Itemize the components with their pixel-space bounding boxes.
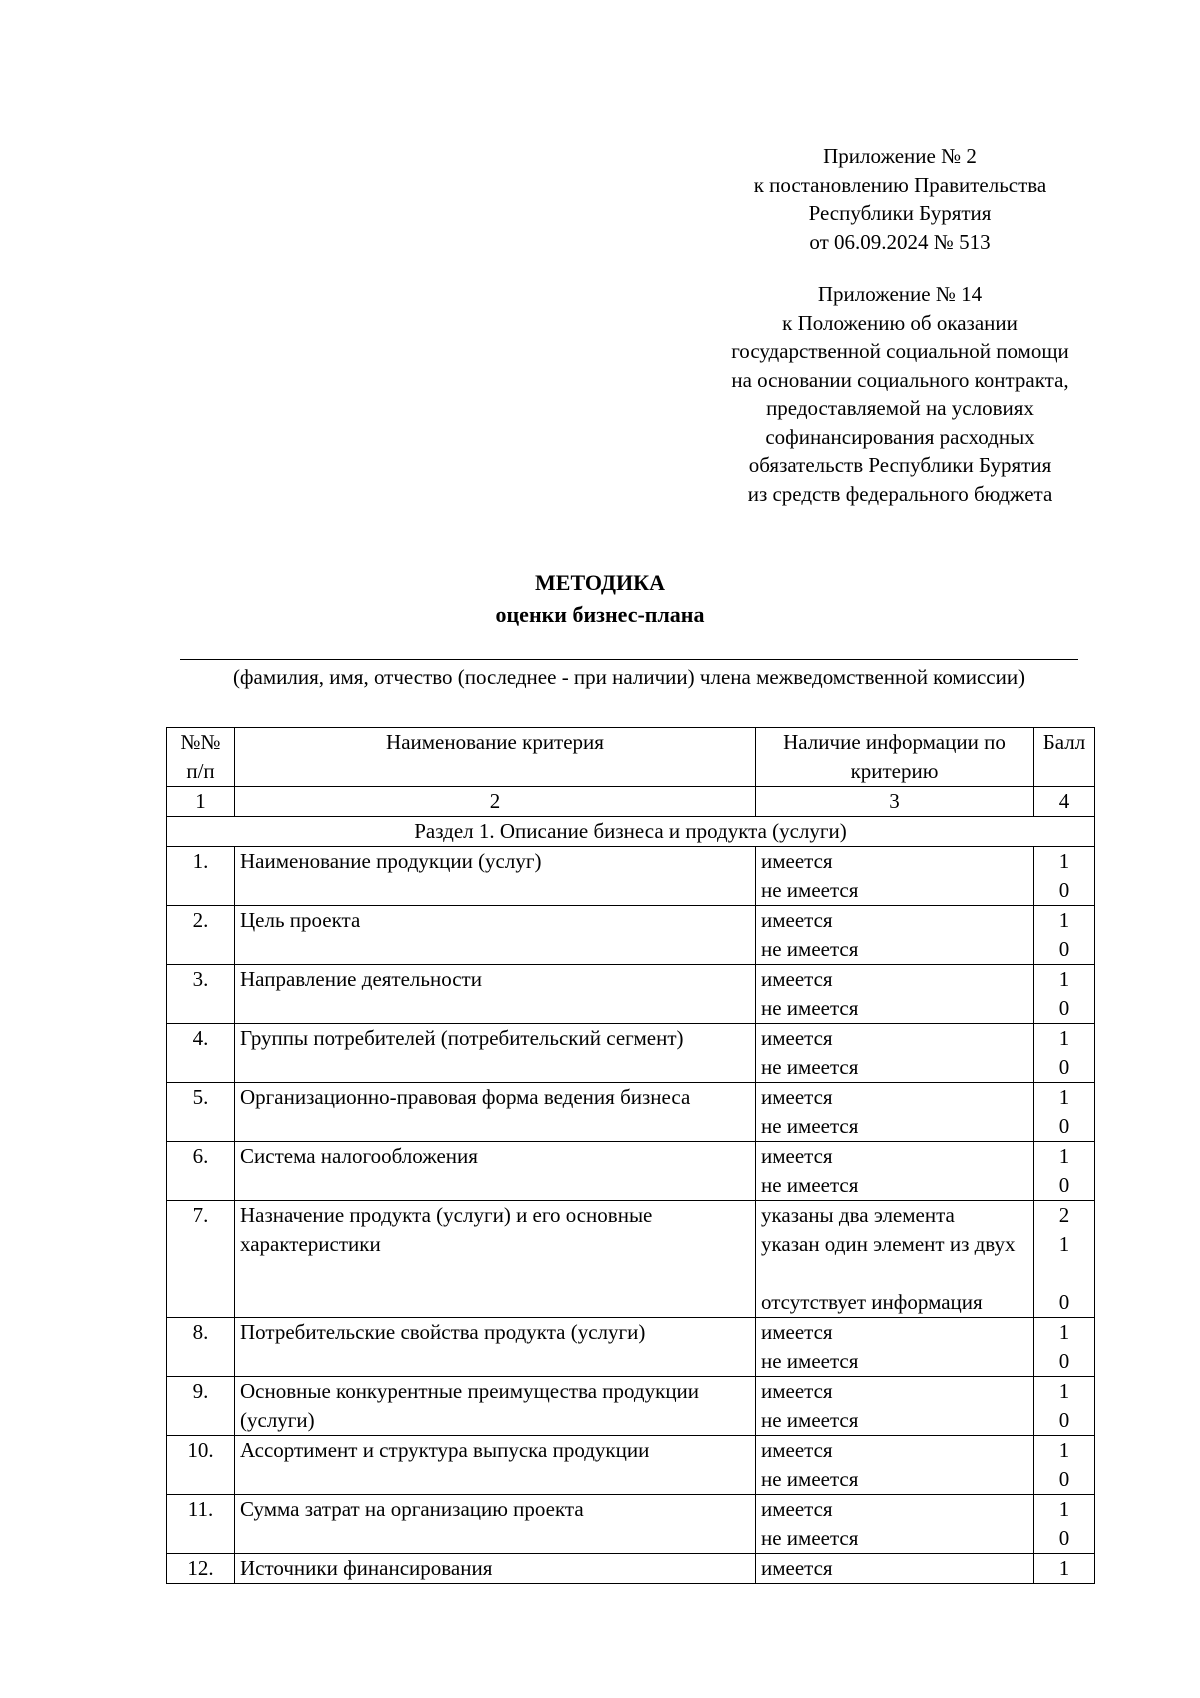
criterion-info [756, 1024, 1034, 1083]
score-value: 0 [1058, 1290, 1070, 1314]
criterion-info [756, 1318, 1034, 1377]
info-option: не имеется [761, 996, 859, 1020]
criterion-name: Сумма затрат на организацию проекта [235, 1495, 756, 1554]
score-value: 0 [1058, 1055, 1070, 1079]
criterion-number: 1. [167, 847, 235, 906]
info-option: имеется [761, 1497, 833, 1521]
score-value: 1 [1058, 1085, 1070, 1109]
criterion-info [756, 1554, 1034, 1584]
criterion-name: Группы потребителей (потребительский сегмент) [235, 1024, 756, 1083]
criterion-scores [1034, 1024, 1095, 1083]
criteria-table [166, 727, 1095, 1584]
annex-line: Республики Бурятия [808, 201, 992, 225]
score-value: 1 [1058, 1438, 1070, 1462]
score-value: 1 [1058, 1556, 1070, 1580]
column-number: 1 [167, 787, 235, 817]
annex-line: из средств федерального бюджета [747, 481, 1053, 506]
criterion-number: 9. [167, 1377, 235, 1436]
document-title: МЕТОДИКА [535, 570, 665, 595]
info-option: указаны два элемента [761, 1203, 955, 1227]
info-option: имеется [761, 849, 833, 873]
info-option: имеется [761, 1438, 833, 1462]
info-option: имеется [761, 1144, 833, 1168]
criterion-info [756, 847, 1034, 906]
criterion-number: 6. [167, 1142, 235, 1201]
info-option: не имеется [761, 1526, 859, 1550]
table-row [167, 1436, 1095, 1495]
criterion-number: 5. [167, 1083, 235, 1142]
criterion-scores [1034, 1318, 1095, 1377]
criterion-number: 4. [167, 1024, 235, 1083]
score-value: 0 [1058, 878, 1070, 902]
header-info: Наличие информации по критерию [756, 728, 1034, 787]
score-value: 1 [1058, 967, 1070, 991]
criterion-info [756, 1201, 1034, 1318]
score-value: 1 [1058, 908, 1070, 932]
fio-caption: (фамилия, имя, отчество (последнее - при наличии) члена межведомственной комиссии) [232, 665, 1026, 689]
info-option: имеется [761, 1556, 833, 1580]
info-option: не имеется [761, 1173, 859, 1197]
criterion-name: Наименование продукции (услуг) [235, 847, 756, 906]
info-option: имеется [761, 1085, 833, 1109]
annex-line: государственной социальной помощи [731, 339, 1069, 363]
table-row [167, 1377, 1095, 1436]
fio-underline [180, 659, 1078, 660]
info-option: не имеется [761, 937, 859, 961]
criterion-name: Назначение продукта (услуги) и его основные характеристики [235, 1201, 756, 1318]
criterion-name: Направление деятельности [235, 965, 756, 1024]
criterion-scores [1034, 1436, 1095, 1495]
criterion-scores [1034, 965, 1095, 1024]
annex-line: софинансирования расходных [765, 424, 1035, 449]
info-option: имеется [761, 908, 833, 932]
criterion-scores [1034, 1495, 1095, 1554]
criterion-name: Цель проекта [235, 906, 756, 965]
score-value: 1 [1058, 1379, 1070, 1403]
info-option: не имеется [761, 1349, 859, 1373]
header-score: Балл [1034, 728, 1095, 787]
score-value: 0 [1058, 1467, 1070, 1491]
info-option: не имеется [761, 878, 859, 902]
criterion-info [756, 1142, 1034, 1201]
column-number: 3 [756, 787, 1034, 817]
info-option: отсутствует информация [761, 1290, 983, 1314]
annex-line: обязательств Республики Бурятия [748, 453, 1052, 477]
score-value: 0 [1058, 1408, 1070, 1432]
info-option: имеется [761, 1379, 833, 1403]
criterion-info [756, 965, 1034, 1024]
column-number: 4 [1034, 787, 1095, 817]
column-number-row [167, 787, 1095, 817]
criterion-scores [1034, 906, 1095, 965]
section-row [167, 817, 1095, 847]
table-row [167, 1554, 1095, 1584]
annex-line: от 06.09.2024 № 513 [809, 229, 991, 254]
criterion-name: Система налогообложения [235, 1142, 756, 1201]
annex-line: Приложение № 14 [817, 282, 983, 306]
criterion-number: 3. [167, 965, 235, 1024]
criterion-number: 11. [167, 1495, 235, 1554]
annex-header-1 [690, 142, 1110, 256]
info-option: имеется [761, 967, 833, 991]
info-option: не имеется [761, 1055, 859, 1079]
annex-line: Приложение № 2 [823, 144, 977, 168]
criterion-scores [1034, 1377, 1095, 1436]
criterion-info [756, 1377, 1034, 1436]
score-value: 1 [1058, 1144, 1070, 1168]
table-row [167, 906, 1095, 965]
annex-line: к постановлению Правительства [753, 172, 1047, 197]
table-row [167, 1495, 1095, 1554]
criterion-info [756, 906, 1034, 965]
score-value: 1 [1058, 1320, 1070, 1344]
info-option: не имеется [761, 1114, 859, 1138]
score-value: 0 [1058, 1349, 1070, 1373]
score-value: 0 [1058, 1526, 1070, 1550]
score-value: 1 [1058, 1497, 1070, 1521]
document-subtitle: оценки бизнес-плана [495, 602, 705, 627]
info-option: не имеется [761, 1408, 859, 1432]
criterion-name: Источники финансирования [235, 1554, 756, 1584]
section-title: Раздел 1. Описание бизнеса и продукта (услуги) [167, 817, 1095, 847]
criterion-scores [1034, 847, 1095, 906]
info-option: не имеется [761, 1467, 859, 1491]
score-value: 0 [1058, 937, 1070, 961]
criterion-number: 8. [167, 1318, 235, 1377]
criterion-scores [1034, 1554, 1095, 1584]
table-header-row [167, 728, 1095, 787]
score-value: 1 [1058, 1232, 1070, 1256]
score-value: 0 [1058, 996, 1070, 1020]
criterion-name: Ассортимент и структура выпуска продукции [235, 1436, 756, 1495]
criterion-number: 2. [167, 906, 235, 965]
annex-line: к Положению об оказании [782, 310, 1018, 335]
criterion-name: Потребительские свойства продукта (услуги) [235, 1318, 756, 1377]
criterion-info [756, 1083, 1034, 1142]
score-value: 1 [1058, 849, 1070, 873]
table-row [167, 1201, 1095, 1318]
score-value: 2 [1058, 1203, 1070, 1227]
table-row [167, 847, 1095, 906]
column-number: 2 [235, 787, 756, 817]
criterion-scores [1034, 1083, 1095, 1142]
table-row [167, 1142, 1095, 1201]
criterion-number: 10. [167, 1436, 235, 1495]
score-value: 0 [1058, 1114, 1070, 1138]
table-row [167, 1318, 1095, 1377]
criterion-scores [1034, 1201, 1095, 1318]
header-num: №№ п/п [167, 728, 235, 787]
criterion-number: 12. [167, 1554, 235, 1584]
header-name: Наименование критерия [235, 728, 756, 787]
criterion-name: Организационно-правовая форма ведения бизнеса [235, 1083, 756, 1142]
info-option: указан один элемент из двух [761, 1232, 1016, 1256]
info-option: имеется [761, 1026, 833, 1050]
annex-line: на основании социального контракта, [731, 367, 1069, 392]
criterion-number: 7. [167, 1201, 235, 1318]
table-row [167, 1024, 1095, 1083]
criterion-info [756, 1495, 1034, 1554]
score-value: 1 [1058, 1026, 1070, 1050]
criterion-info [756, 1436, 1034, 1495]
info-option: имеется [761, 1320, 833, 1344]
table-row [167, 1083, 1095, 1142]
score-value: 0 [1058, 1173, 1070, 1197]
criterion-name: Основные конкурентные преимущества продукции (услуги) [235, 1377, 756, 1436]
criterion-scores [1034, 1142, 1095, 1201]
annex-line: предоставляемой на условиях [766, 396, 1034, 420]
annex-header-2 [690, 280, 1110, 508]
table-row [167, 965, 1095, 1024]
